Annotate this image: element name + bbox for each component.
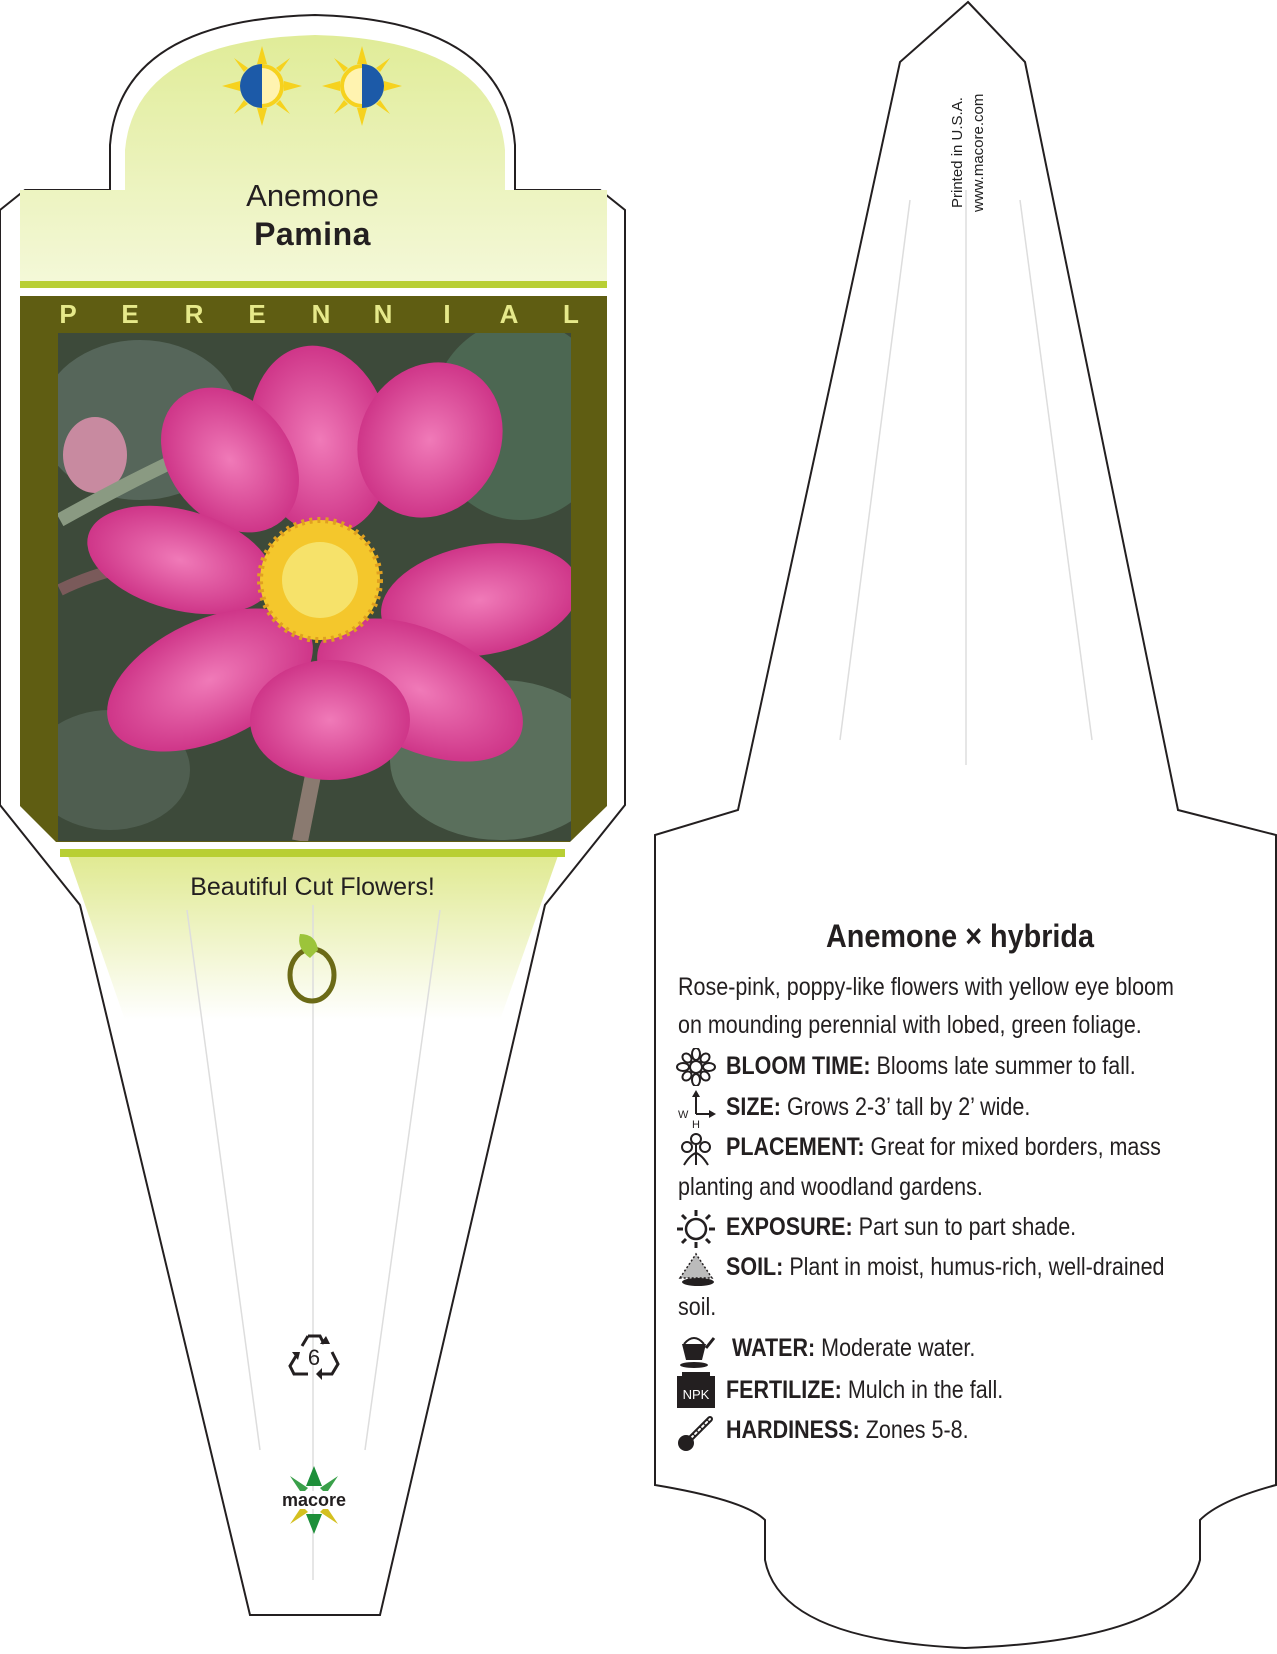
category-letter: N xyxy=(373,299,393,329)
website: www.macore.com xyxy=(970,93,987,212)
attr-size xyxy=(726,1090,1030,1124)
attr-soil-cont: soil. xyxy=(678,1293,717,1321)
cultivar-name-text: Pamina xyxy=(254,216,371,252)
description-line: Rose-pink, poppy-like flowers with yellow eye bloom xyxy=(678,973,1174,1001)
common-name xyxy=(120,178,505,214)
npk-icon-text: NPK xyxy=(682,1387,710,1402)
recycle-number: 6 xyxy=(307,1345,321,1370)
attr-placement-cont: planting and woodland gardens. xyxy=(678,1173,983,1201)
attr-bloom-text: Blooms late summer to fall. xyxy=(876,1052,1136,1080)
flower-photo xyxy=(30,320,610,841)
category-letter: R xyxy=(184,299,204,329)
attr-hardiness-label: HARDINESS: xyxy=(726,1416,860,1444)
flowers-group-icon xyxy=(676,1129,716,1167)
attr-size-label: SIZE: xyxy=(726,1093,781,1121)
category-letter: E xyxy=(248,299,266,329)
attr-water-label: WATER: xyxy=(732,1334,816,1362)
size-icon-h: H xyxy=(692,1119,700,1128)
attr-water xyxy=(732,1331,975,1365)
sun-part-shade-icon xyxy=(222,46,302,126)
description-line: on mounding perennial with lobed, green foliage. xyxy=(678,1011,1142,1039)
attr-exposure xyxy=(726,1210,1076,1244)
category-letter: L xyxy=(563,299,579,329)
sprout-icon xyxy=(282,930,342,1005)
attr-placement-text: Great for mixed borders, mass xyxy=(870,1133,1161,1161)
attr-soil-label: SOIL: xyxy=(726,1253,784,1281)
npk-icon xyxy=(676,1372,716,1410)
sun-icon xyxy=(676,1210,716,1248)
attr-fertilize xyxy=(726,1373,1003,1407)
size-icon-w: W xyxy=(678,1109,689,1121)
category-letter: A xyxy=(499,299,519,329)
attr-exposure-label: EXPOSURE: xyxy=(726,1213,853,1241)
watering-can-icon xyxy=(676,1330,716,1368)
sun-part-shade-icon xyxy=(322,46,402,126)
cultivar-name xyxy=(120,216,505,252)
category-letter: E xyxy=(121,299,139,329)
attr-fertilize-text: Mulch in the fall. xyxy=(847,1376,1004,1404)
attr-hardiness xyxy=(726,1413,969,1447)
brand-name: macore xyxy=(281,1490,347,1510)
band-stripe xyxy=(20,281,607,288)
attr-soil xyxy=(726,1250,1165,1284)
printed-in: Printed in U.S.A. xyxy=(949,97,966,208)
attr-soil-text: Plant in moist, humus-rich, well-drained xyxy=(789,1253,1165,1281)
attr-exposure-text: Part sun to part shade. xyxy=(858,1213,1077,1241)
size-arrows-icon xyxy=(676,1090,716,1128)
category-letter: N xyxy=(311,299,331,329)
attr-water-text: Moderate water. xyxy=(821,1334,976,1362)
attr-hardiness-text: Zones 5-8. xyxy=(865,1416,969,1444)
tagline: Beautiful Cut Flowers! xyxy=(190,873,435,901)
common-name-text: Anemone xyxy=(246,178,379,213)
soil-shovel-icon xyxy=(676,1250,716,1288)
flower-icon xyxy=(676,1048,716,1086)
scientific-name: Anemone × hybrida xyxy=(825,918,1095,954)
attr-bloom-label: BLOOM TIME: xyxy=(726,1052,871,1080)
lower-stripe xyxy=(60,849,565,857)
attr-size-text: Grows 2-3’ tall by 2’ wide. xyxy=(786,1093,1031,1121)
attr-placement-label: PLACEMENT: xyxy=(726,1133,865,1161)
category-letter: I xyxy=(443,299,451,329)
thermometer-icon xyxy=(676,1413,716,1451)
attr-bloom xyxy=(726,1049,1136,1083)
category-letter: P xyxy=(59,299,77,329)
attr-placement xyxy=(726,1130,1161,1164)
attr-fertilize-label: FERTILIZE: xyxy=(726,1376,842,1404)
